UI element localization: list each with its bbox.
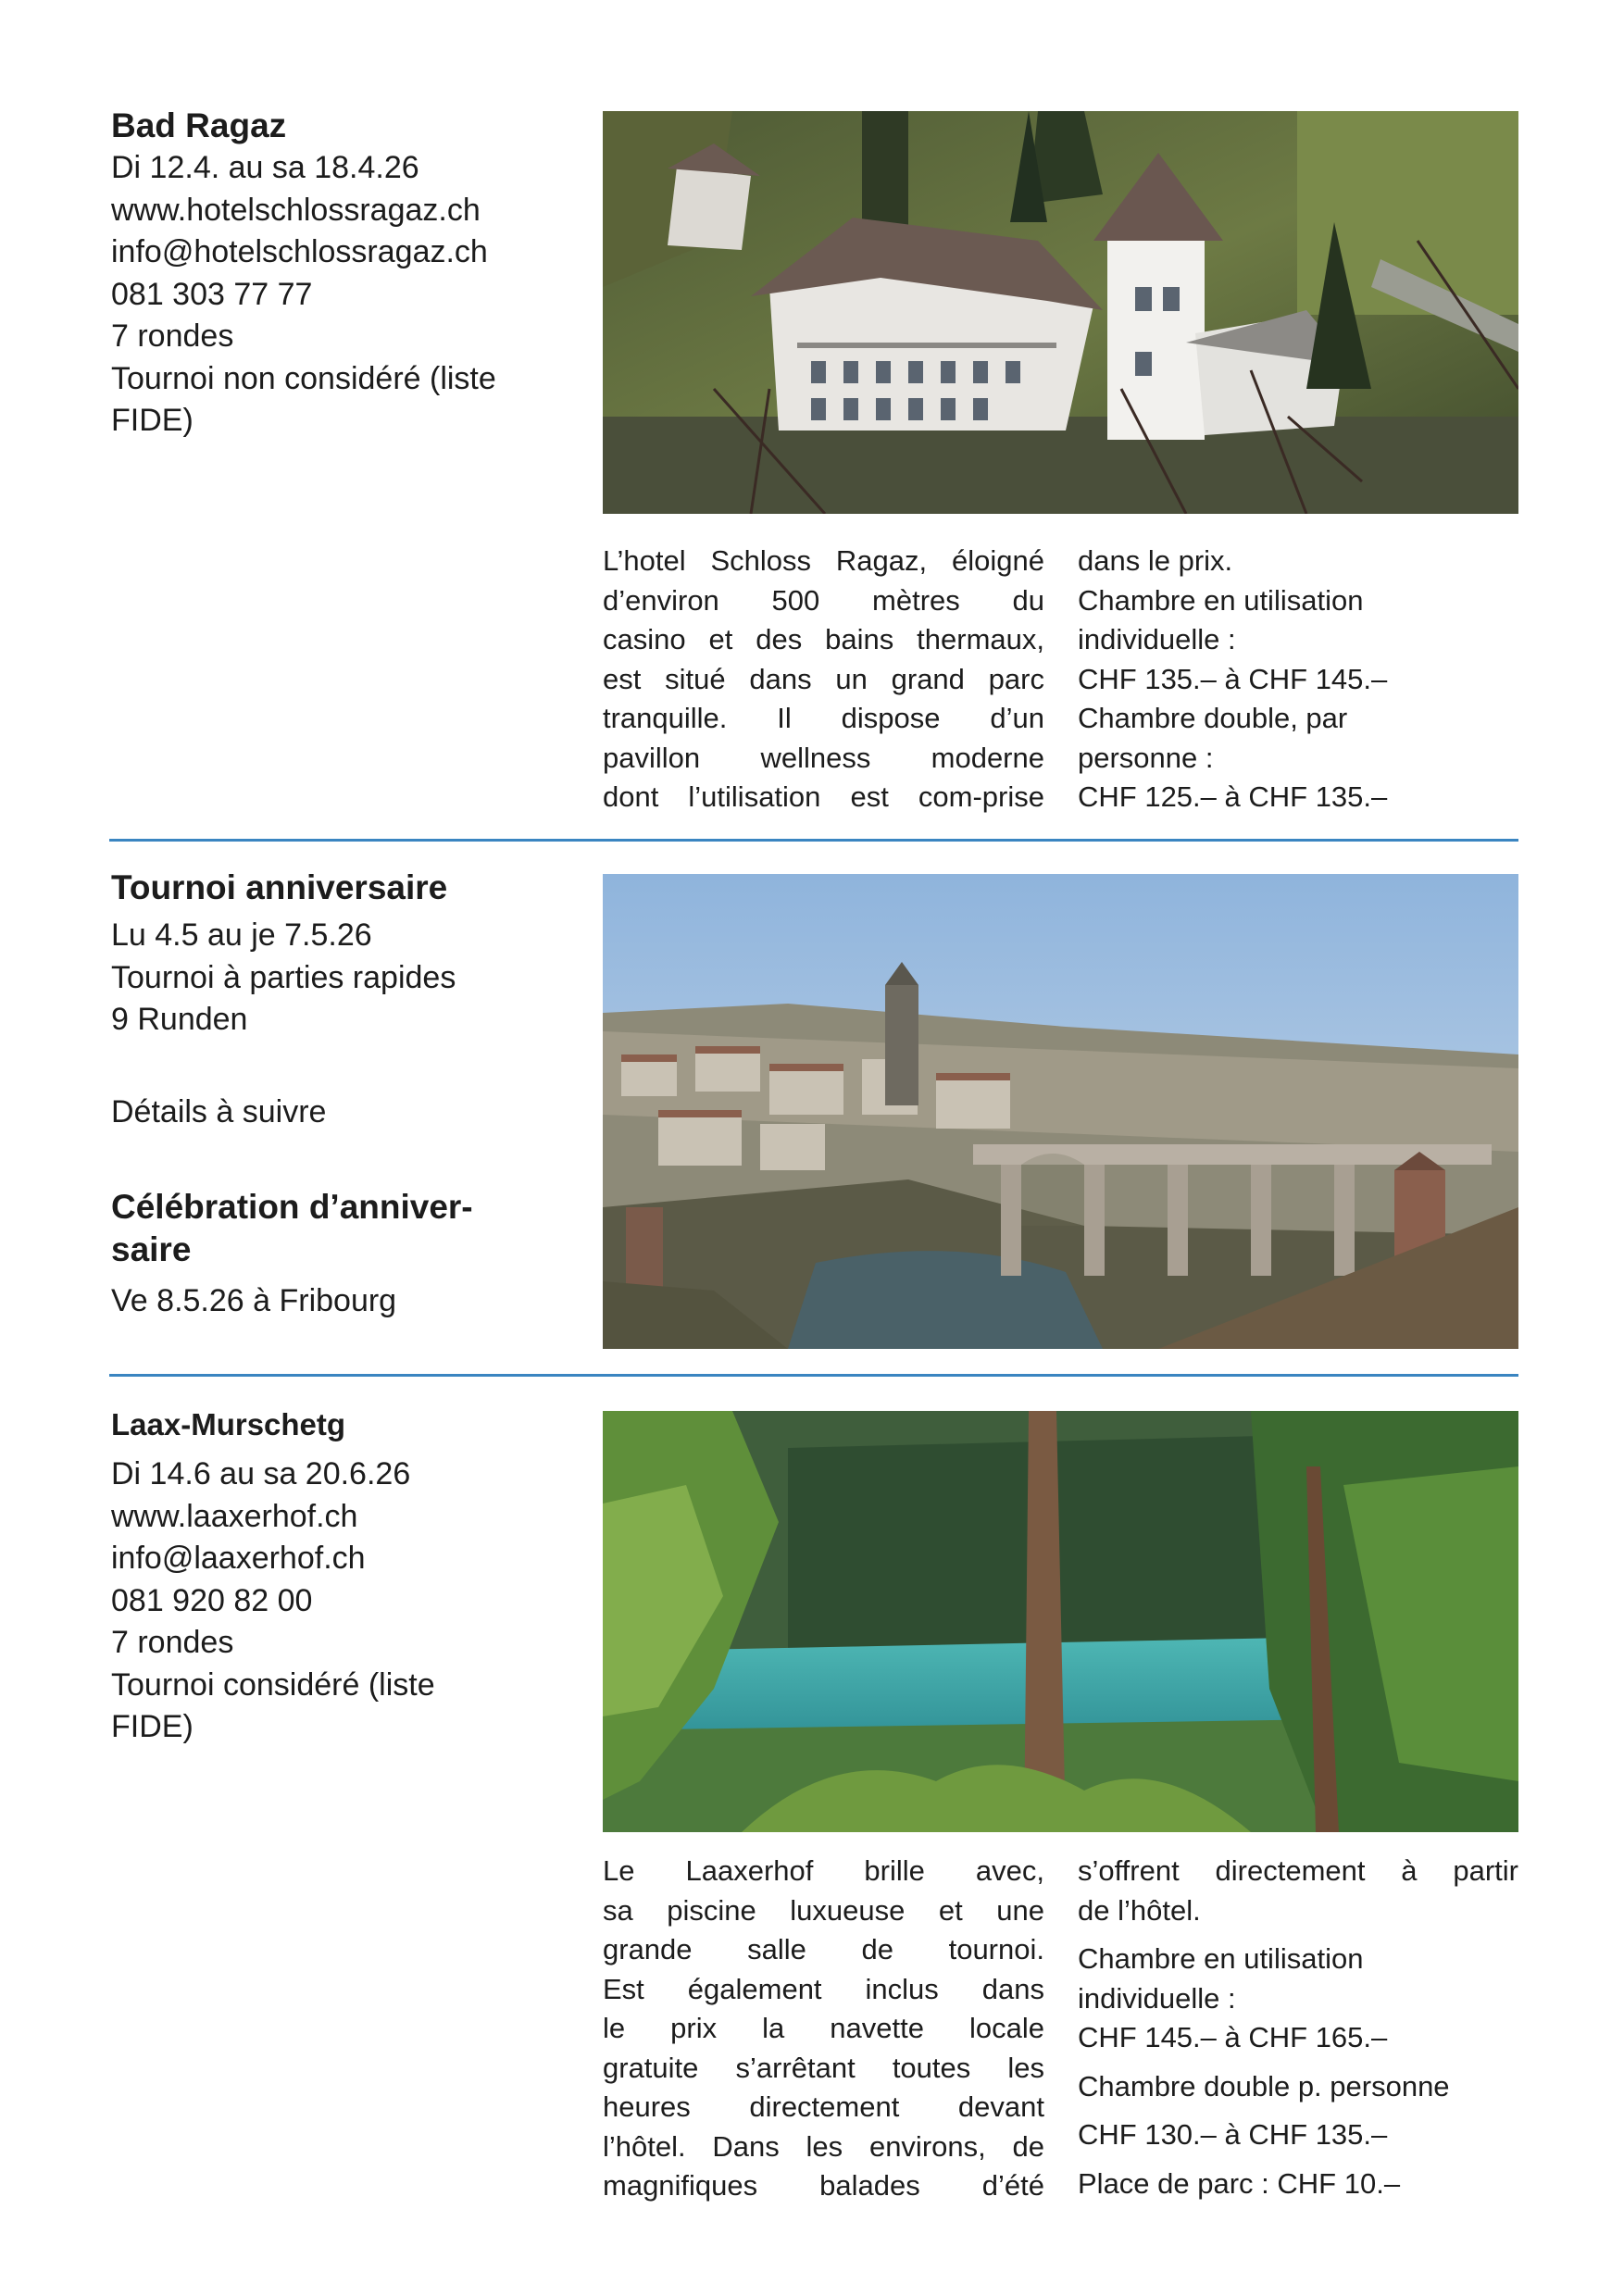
website-link[interactable]: www.laaxerhof.ch (111, 1498, 358, 1534)
desc-line: pavillon wellness moderne (603, 741, 1044, 774)
email-link[interactable]: info@laaxerhof.ch (111, 1541, 366, 1576)
details-note: Détails à suivre (111, 1093, 327, 1129)
desc-line: sa piscine luxueuse et une (603, 1893, 1044, 1927)
desc-line: de l’hôtel. (1078, 1893, 1201, 1927)
section-divider (109, 839, 1518, 842)
event-dates: Lu 4.5 au je 7.5.26 (111, 917, 372, 953)
fribourg-viaduct-photo (603, 874, 1518, 1349)
desc-line: individuelle : (1078, 623, 1236, 655)
desc-line: s’offrent directement à partir (1078, 1854, 1518, 1887)
section-divider (109, 1374, 1518, 1377)
section-laax-info (111, 1405, 574, 1749)
hotel-description-col1 (603, 542, 1044, 817)
rating-note: Tournoi considéré (liste FIDE) (111, 1666, 435, 1744)
email-link[interactable]: info@hotelschlossragaz.ch (111, 234, 488, 269)
website-link[interactable]: www.hotelschlossragaz.ch (111, 192, 481, 228)
desc-line: Chambre en utilisation (1078, 1942, 1364, 1975)
desc-line: l’hôtel. Dans les environs, de (603, 2129, 1044, 2163)
desc-line: Le Laaxerhof brille avec, (603, 1854, 1044, 1887)
section-title: Tournoi anniversaire (111, 868, 448, 906)
hotel-description-col1 (603, 1852, 1044, 2206)
desc-line: magnifiques balades d’été (603, 2169, 1044, 2202)
celebration-title (111, 1186, 574, 1271)
rounds-count: 7 rondes (111, 318, 234, 354)
laax-lake-forest-photo (603, 1411, 1518, 1832)
event-dates: Di 12.4. au sa 18.4.26 (111, 150, 419, 185)
rounds-count: 7 rondes (111, 1625, 234, 1660)
desc-line: Est également inclus dans (603, 1972, 1044, 2005)
desc-line: le prix la navette locale (603, 2012, 1044, 2044)
phone-number: 081 303 77 77 (111, 276, 313, 312)
price-double: CHF 130.– à CHF 135.– (1078, 2118, 1388, 2151)
desc-line: dont l’utilisation est com-prise (603, 780, 1044, 813)
desc-line: Chambre en utilisation (1078, 583, 1364, 617)
phone-number: 081 920 82 00 (111, 1582, 313, 1618)
section-title: Laax-Murschetg (111, 1407, 346, 1441)
desc-line: gratuite s’arrêtant toutes les (603, 2051, 1044, 2084)
price-double: CHF 125.– à CHF 135.– (1078, 780, 1388, 813)
section-title: Bad Ragaz (111, 106, 287, 144)
desc-line: d’environ 500 mètres du (603, 583, 1044, 617)
rounds-count: 9 Runden (111, 1002, 248, 1037)
desc-line: est situé dans un grand parc (603, 662, 1044, 695)
hotel-schloss-ragaz-photo (603, 111, 1518, 514)
desc-line: Chambre double p. personne (1078, 2069, 1450, 2103)
parking-price: Place de parc : CHF 10.– (1078, 2166, 1401, 2200)
tournament-format: Tournoi à parties rapides (111, 959, 456, 995)
celebration-date: Ve 8.5.26 à Fribourg (111, 1283, 397, 1318)
celebration-title-line2: saire (111, 1230, 192, 1268)
desc-line: Chambre double, par (1078, 702, 1348, 734)
rating-note: Tournoi non considéré (liste FIDE) (111, 360, 496, 438)
celebration-title-line1: Célébration d’anniver- (111, 1188, 473, 1226)
desc-line: L’hotel Schloss Ragaz, éloigné (603, 544, 1044, 577)
desc-line: grande salle de tournoi. (603, 1933, 1044, 1965)
desc-line: personne : (1078, 741, 1214, 774)
section-bad-ragaz-info (111, 105, 574, 443)
desc-line: dans le prix. (1078, 544, 1233, 577)
section-anniversary-info (111, 867, 574, 1323)
event-dates: Di 14.6 au sa 20.6.26 (111, 1456, 411, 1491)
desc-line: casino et des bains thermaux, (603, 623, 1044, 655)
hotel-pricing-col2 (1078, 542, 1518, 817)
desc-line: tranquille. Il dispose d’un (603, 702, 1044, 734)
desc-line: individuelle : (1078, 1981, 1236, 2015)
desc-line: heures directement devant (603, 2090, 1044, 2123)
price-single: CHF 145.– à CHF 165.– (1078, 2021, 1388, 2053)
hotel-pricing-col2 (1078, 1852, 1518, 2203)
price-single: CHF 135.– à CHF 145.– (1078, 662, 1388, 695)
